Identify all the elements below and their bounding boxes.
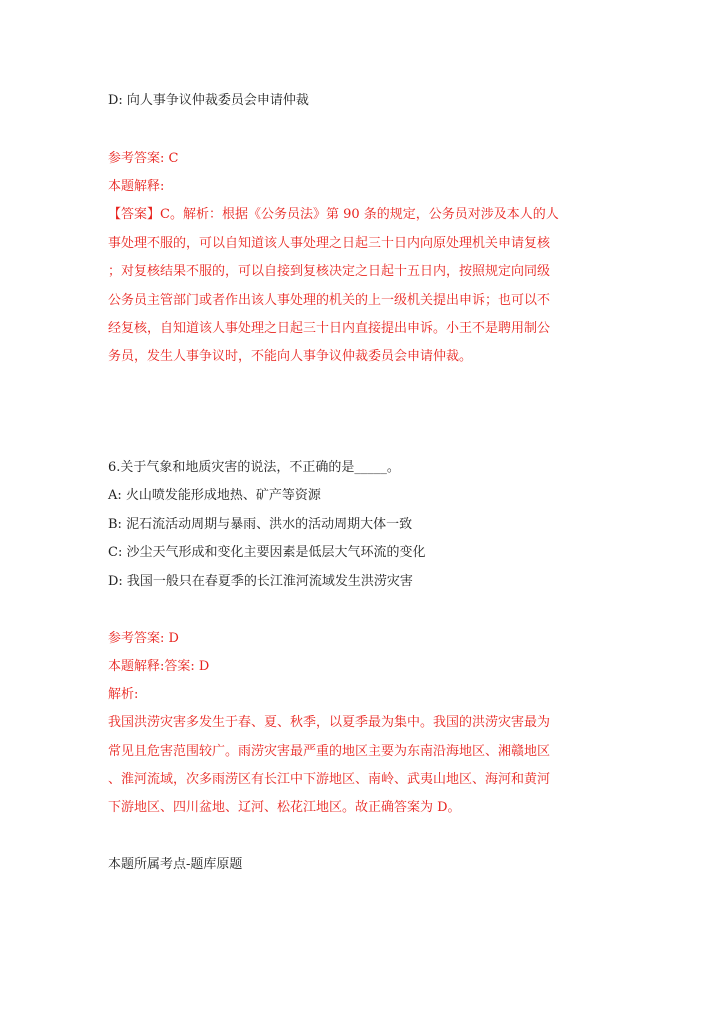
- source-note: 本题所属考点-题库原题: [108, 857, 243, 872]
- reference-answer: 参考答案: C: [108, 151, 179, 166]
- analysis-line: 下游地区、四川盆地、辽河、松花江地区。故正确答案为 D。: [108, 800, 461, 815]
- explanation-line: 事处理不服的，可以自知道该人事处理之日起三十日内向原处理机关申请复核: [108, 236, 551, 251]
- explanation-label: 本题解释:: [108, 179, 165, 194]
- option-d: D: 向人事争议仲裁委员会申请仲裁: [108, 93, 309, 108]
- option-d: D: 我国一般只在春夏季的长江淮河流域发生洪涝灾害: [108, 574, 413, 589]
- option-c: C: 沙尘天气形成和变化主要因素是低层大气环流的变化: [108, 545, 426, 560]
- explanation-line: 经复核，自知道该人事处理之日起三十日内直接提出申诉。小王不是聘用制公: [108, 321, 551, 336]
- explanation-line: 【答案】C。解析：根据《公务员法》第 90 条的规定，公务员对涉及本人的人: [108, 207, 559, 222]
- analysis-label: 解析:: [108, 687, 139, 702]
- question-text: 6.关于气象和地质灾害的说法，不正确的是_____。: [108, 460, 400, 475]
- explanation-line: ；对复核结果不服的，可以自接到复核决定之日起十五日内，按照规定向同级: [108, 264, 551, 279]
- analysis-line: 我国洪涝灾害多发生于春、夏、秋季，以夏季最为集中。我国的洪涝灾害最为: [108, 715, 551, 730]
- analysis-line: 、淮河流域，次多雨涝区有长江中下游地区、南岭、武夷山地区、海河和黄河: [108, 772, 551, 787]
- explanation-line: 公务员主管部门或者作出该人事处理的机关的上一级机关提出申诉；也可以不: [108, 293, 551, 308]
- analysis-line: 常见且危害范围较广。雨涝灾害最严重的地区主要为东南沿海地区、湘赣地区: [108, 744, 551, 759]
- explanation-answer: 本题解释:答案: D: [108, 659, 210, 674]
- reference-answer: 参考答案: D: [108, 631, 179, 646]
- explanation-line: 务员，发生人事争议时，不能向人事争议仲裁委员会申请仲裁。: [108, 349, 473, 364]
- option-b: B: 泥石流活动周期与暴雨、洪水的活动周期大体一致: [108, 517, 413, 532]
- option-a: A: 火山喷发能形成地热、矿产等资源: [108, 488, 321, 503]
